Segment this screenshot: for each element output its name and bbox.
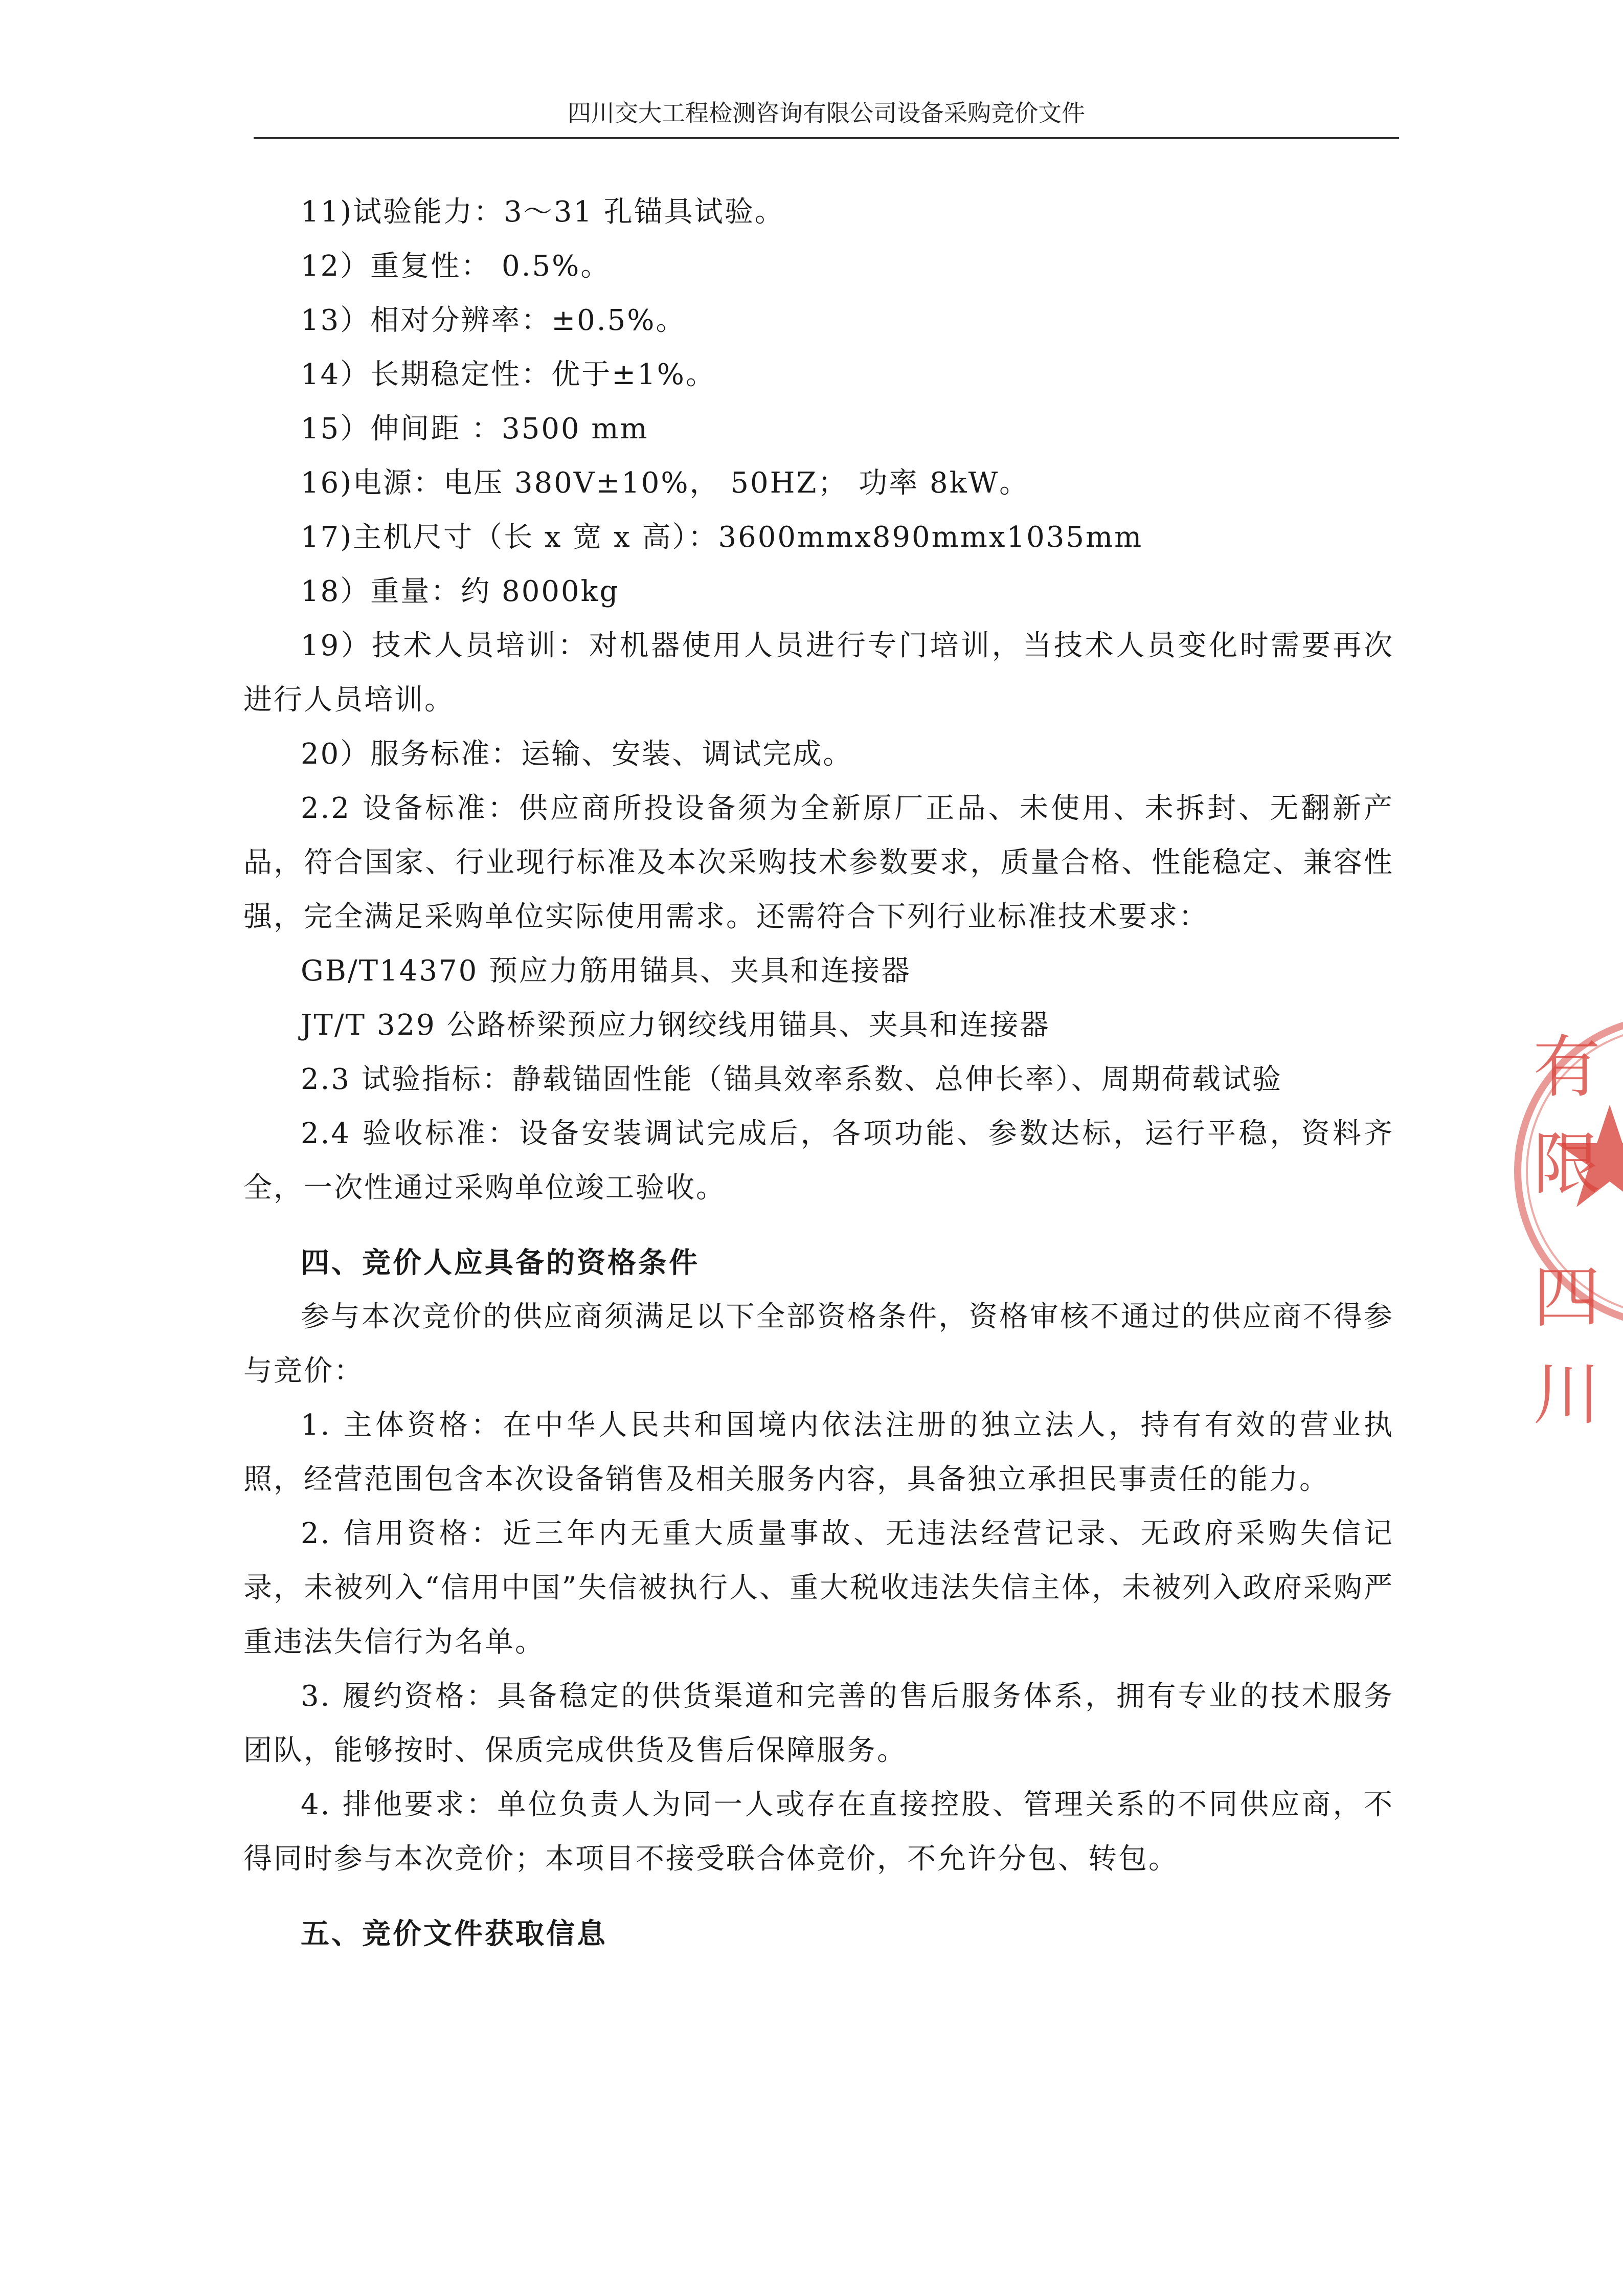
page-header: 四川交大工程检测咨询有限公司设备采购竞价文件 xyxy=(568,99,1085,127)
acceptance-standard: 2.4 验收标准：设备安装调试完成后，各项功能、参数达标，运行平稳，资料齐全，一次性通过采购单位竣工验收。 xyxy=(243,1117,1394,1205)
section-4-intro: 参与本次竞价的供应商须满足以下全部资格条件，资格审核不通过的供应商不得参与竞价： xyxy=(243,1300,1394,1388)
section-4-heading: 四、竞价人应具备的资格条件 xyxy=(301,1246,700,1280)
item-19: 19）技术人员培训：对机器使用人员进行专门培训，当技术人员变化时需要再次进行人员培训。 xyxy=(243,629,1394,717)
test-indicators: 2.3 试验指标：静载锚固性能（锚具效率系数、总伸长率）、周期荷载试验 xyxy=(301,1063,1282,1096)
item-11: 11)试验能力：3～31 孔锚具试验。 xyxy=(301,195,785,229)
item-14: 14）长期稳定性：优于±1%。 xyxy=(301,358,716,391)
item-12: 12）重复性： 0.5%。 xyxy=(301,250,611,283)
clause-2: 2. 信用资格：近三年内无重大质量事故、无违法经营记录、无政府采购失信记录，未被列入“信用中国”失信被执行人、重大税收违法失信主体，未被列入政府采购严重违法失信行为名单。 xyxy=(243,1517,1394,1659)
standard-gb: GB/T14370 预应力筋用锚具、夹具和连接器 xyxy=(301,954,912,988)
item-18: 18）重量：约 8000kg xyxy=(301,575,620,608)
item-13: 13）相对分辨率：±0.5%。 xyxy=(301,304,686,337)
equipment-standard: 2.2 设备标准：供应商所投设备须为全新原厂正品、未使用、未拆封、无翻新产品，符合国家、行业现行标准及本次采购技术参数要求，质量合格、性能稳定、兼容性强，完全满足采购单位实际使用需求。还需符合下列行业标准技术要求： xyxy=(243,792,1394,933)
seal-text-bottom: 四川 xyxy=(1533,1258,1601,1434)
item-15: 15）伸间距 ：3500 mm xyxy=(301,412,649,445)
document-body xyxy=(243,185,1394,1961)
item-16: 16)电源：电压 380V±10%， 50HZ； 功率 8kW。 xyxy=(301,466,1030,500)
clause-1: 1. 主体资格：在中华人民共和国境内依法注册的独立法人，持有有效的营业执照，经营范围包含本次设备销售及相关服务内容，具备独立承担民事责任的能力。 xyxy=(243,1409,1394,1496)
item-20: 20）服务标准：运输、安装、调试完成。 xyxy=(301,738,853,771)
clause-3: 3. 履约资格：具备稳定的供货渠道和完善的售后服务体系，拥有专业的技术服务团队，能够按时、保质完成供货及售后保障服务。 xyxy=(243,1680,1394,1767)
item-17: 17)主机尺寸（长 x 宽 x 高）：3600mmx890mmx1035mm xyxy=(301,521,1143,554)
seal-text-top: 有限 xyxy=(1533,1028,1601,1204)
header-divider xyxy=(254,137,1399,139)
company-seal xyxy=(1518,997,1623,1434)
standard-jt: JT/T 329 公路桥梁预应力钢绞线用锚具、夹具和连接器 xyxy=(301,1009,1050,1042)
section-5-heading: 五、竞价文件获取信息 xyxy=(301,1917,607,1951)
clause-4: 4. 排他要求：单位负责人为同一人或存在直接控股、管理关系的不同供应商，不得同时参与本次竞价；本项目不接受联合体竞价，不允许分包、转包。 xyxy=(243,1788,1394,1876)
